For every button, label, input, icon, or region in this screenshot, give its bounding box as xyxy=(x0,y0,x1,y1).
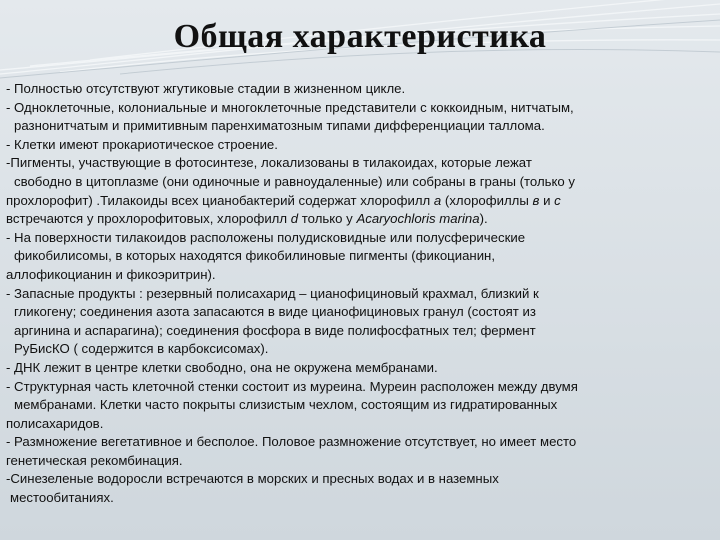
text-segment: (хлорофиллы xyxy=(441,192,533,208)
text-line: местообитаниях. xyxy=(10,490,114,506)
text-segment: встречаются у прохлорофитовых, хлорофилл xyxy=(6,211,291,227)
text-line: полисахаридов. xyxy=(6,415,104,431)
species-name: Acaryochloris marina xyxy=(356,211,480,227)
text-line: -Пигменты, участвующие в фотосинтезе, локализованы в тилакоидах, которые лежат xyxy=(6,155,532,171)
text-line xyxy=(6,192,714,211)
chlorophyll-a-label: a xyxy=(433,192,442,208)
text-line: свободно в цитоплазме (они одиночные и равноудаленные) или собраны в граны (только у xyxy=(14,173,576,189)
text-line: генетическая рекомбинация. xyxy=(6,452,183,468)
text-segment: ). xyxy=(479,211,488,227)
text-line: разнонитчатым и примитивным паренхиматозным типами дифференциации таллома. xyxy=(14,118,545,134)
text-line: аргинина и аспарагина); соединения фосфора в виде полифосфатных тел; фермент xyxy=(14,322,536,338)
text-line: - ДНК лежит в центре клетки свободно, она не окружена мембранами. xyxy=(6,359,438,375)
slide-title: Общая характеристика xyxy=(173,18,547,55)
text-line: мембранами. Клетки часто покрыты слизистым чехлом, состоящим из гидратированных xyxy=(14,397,558,413)
slide-body-text xyxy=(6,80,714,508)
text-line: - Полностью отсутствуют жгутиковые стадии в жизненном цикле. xyxy=(6,81,406,96)
text-segment: и xyxy=(539,192,555,208)
text-line: аллофикоцианин и фикоэритрин). xyxy=(6,266,216,282)
text-segment: прохлорофит) .Тилакоиды всех цианобактерий содержат хлорофилл xyxy=(6,192,434,208)
text-line: - Структурная часть клеточной стенки состоит из муреина. Муреин расположен между двумя xyxy=(6,378,578,394)
chlorophyll-c-label: с xyxy=(554,192,561,208)
text-line: - Клетки имеют прокариотическое строение. xyxy=(6,136,278,152)
text-line: -Синезеленые водоросли встречаются в морских и пресных водах и в наземных xyxy=(6,471,499,487)
text-line: РуБисКО ( содержится в карбоксисомах). xyxy=(14,341,269,357)
text-line: фикобилисомы, в которых находятся фикобилиновые пигменты (фикоцианин, xyxy=(14,248,496,264)
text-segment: только у xyxy=(298,211,357,227)
text-line: - Запасные продукты : резервный полисахарид – цианофициновый крахмал, близкий к xyxy=(6,285,539,301)
text-line xyxy=(6,210,714,229)
text-line: - Размножение вегетативное и бесполое. Половое размножение отсутствует, но имеет место xyxy=(6,434,577,450)
text-line: - Одноклеточные, колониальные и многоклеточные представители с коккоидным, нитчатым, xyxy=(6,99,574,115)
text-line: - На поверхности тилакоидов расположены полудисковидные или полусферические xyxy=(6,229,526,245)
chlorophyll-d-label: d xyxy=(290,211,299,227)
text-line: гликогену; соединения азота запасаются в виде цианофициновых гранул (состоят из xyxy=(14,304,536,320)
chlorophyll-b-label: в xyxy=(532,192,540,208)
